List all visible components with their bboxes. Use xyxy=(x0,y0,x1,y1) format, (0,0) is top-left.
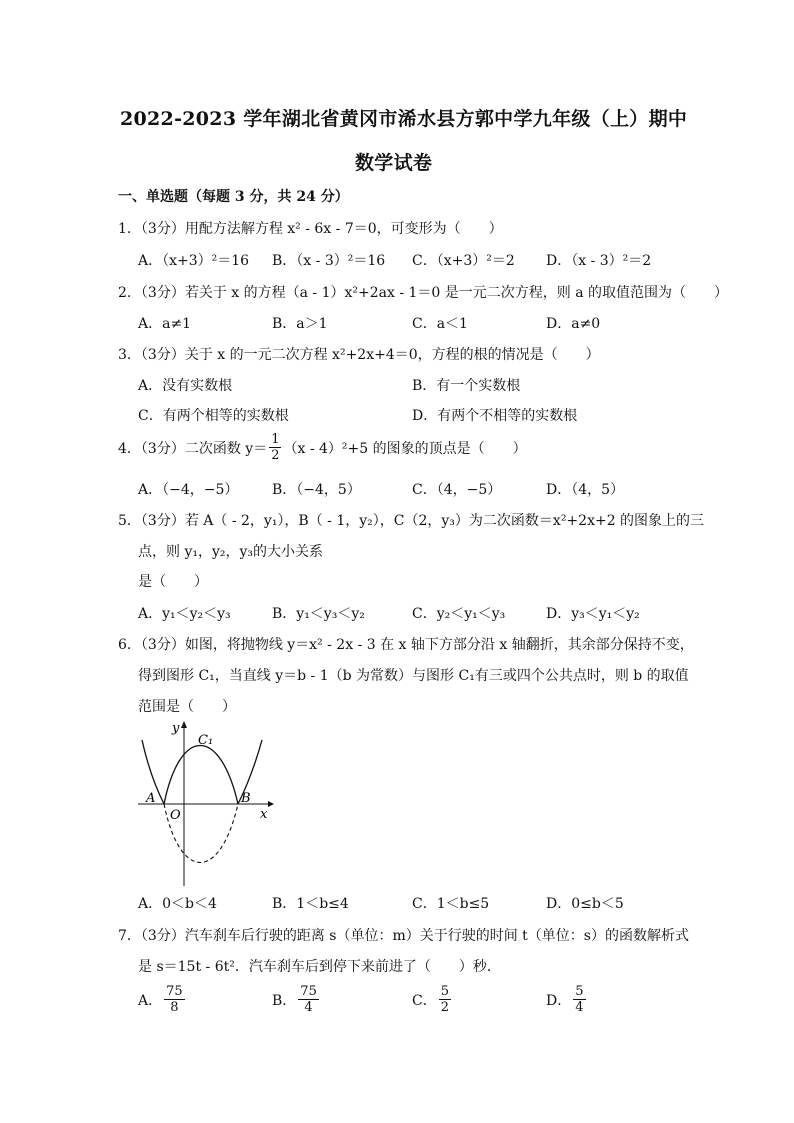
fraction-numerator: 1 xyxy=(271,432,280,447)
option-letter: A． xyxy=(138,992,163,1009)
question-4-option-b: B．（−4，5） xyxy=(272,482,361,498)
page-title-line2: 数学试卷 xyxy=(355,152,433,174)
question-4-option-a: A．（−4，−5） xyxy=(138,482,239,498)
question-5-option-c: C．y₂＜y₁＜y₃ xyxy=(412,606,506,622)
option-fraction xyxy=(573,984,585,1015)
fraction-denominator: 2 xyxy=(440,1000,449,1015)
question-7-option-a xyxy=(138,984,187,1015)
c1-label: C₁ xyxy=(198,733,214,748)
question-7-stem-line2: 是 s＝15t - 6t²．汽车刹车后到停下来前进了（ ）秒． xyxy=(138,959,501,975)
fraction-denominator: 8 xyxy=(170,1000,179,1015)
question-6-option-a: A．0＜b＜4 xyxy=(138,896,217,912)
question-7-option-c xyxy=(412,984,453,1015)
question-1-stem: 1．（3分）用配方法解方程 x² - 6x - 7＝0，可变形为（ ） xyxy=(118,221,503,237)
question-7-option-b xyxy=(272,984,321,1015)
question-4-stem-suffix: （x - 4）²+5 的图象的顶点是（ ） xyxy=(283,440,527,457)
question-7-option-d xyxy=(546,984,588,1015)
option-fraction xyxy=(298,984,319,1015)
question-2-option-c: C．a＜1 xyxy=(412,316,468,332)
point-a-label: A xyxy=(146,791,156,806)
fraction-denominator: 2 xyxy=(271,448,280,463)
origin-label: O xyxy=(170,808,181,823)
question-4-stem xyxy=(118,432,527,463)
option-fraction xyxy=(439,984,451,1015)
page-title-line1: 2022-2023 学年湖北省黄冈市浠水县方郭中学九年级（上）期中 xyxy=(120,108,688,130)
question-3-stem: 3．（3分）关于 x 的一元二次方程 x²+2x+4＝0，方程的根的情况是（ ） xyxy=(118,347,600,363)
question-4-option-d: D．（4，5） xyxy=(546,482,625,498)
question-2-option-a: A．a≠1 xyxy=(138,316,192,332)
question-1-option-c: C．（x+3）²＝2 xyxy=(412,253,515,269)
question-2-option-d: D．a≠0 xyxy=(546,316,601,332)
question-3-option-b: B．有一个实数根 xyxy=(412,378,521,394)
question-5-stem-line3: 是（ ） xyxy=(138,574,208,590)
question-4-stem-prefix: 4．（3分）二次函数 y＝ xyxy=(118,440,268,457)
y-axis-arrow xyxy=(181,721,187,728)
question-1-option-a: A．（x+3）²＝16 xyxy=(138,253,250,269)
fraction-numerator: 5 xyxy=(575,984,584,999)
question-1-option-d: D．（x - 3）²＝2 xyxy=(546,253,652,269)
question-6-stem-line2: 得到图形 C₁，当直线 y＝b - 1（b 为常数）与图形 C₁有三或四个公共点时，则 b 的取值 xyxy=(138,668,689,684)
question-5-stem-line1: 5．（3分）若 A（ - 2，y₁），B（ - 1，y₂），C（2，y₃）为二次函数＝x²+2x+2 的图象上的三 xyxy=(118,513,705,529)
option-letter: D． xyxy=(546,992,572,1009)
question-1-option-b: B．（x - 3）²＝16 xyxy=(272,253,386,269)
question-6-option-d: D．0≤b＜5 xyxy=(546,896,624,912)
question-7-stem-line1: 7．（3分）汽车刹车后行驶的距离 s（单位：m）关于行驶的时间 t（单位：s）的函数解析式 xyxy=(118,928,689,944)
section-heading: 一、单选题（每题 3 分，共 24 分） xyxy=(118,189,349,205)
question-2-option-b: B．a＞1 xyxy=(272,316,328,332)
y-axis-label: y xyxy=(172,721,180,736)
question-5-option-b: B．y₁＜y₃＜y₂ xyxy=(272,606,365,622)
question-3-option-a: A．没有实数根 xyxy=(138,378,233,394)
option-letter: B． xyxy=(272,992,297,1009)
x-axis-label: x xyxy=(260,807,268,822)
question-5-option-d: D．y₃＜y₁＜y₂ xyxy=(546,606,640,622)
question-6-stem-line3: 范围是（ ） xyxy=(138,699,236,715)
fraction-denominator: 4 xyxy=(304,1000,313,1015)
question-6-figure xyxy=(130,716,280,888)
question-6-option-c: C．1＜b≤5 xyxy=(412,896,490,912)
question-4-option-c: C．（4，−5） xyxy=(412,482,502,498)
x-axis-arrow xyxy=(268,801,274,807)
fraction-numerator: 5 xyxy=(440,984,449,999)
question-6-stem-line1: 6．（3分）如图，将抛物线 y＝x² - 2x - 3 在 x 轴下方部分沿 x 轴翻折，其余部分保持不变， xyxy=(118,637,694,653)
fraction-denominator: 4 xyxy=(575,1000,584,1015)
curve-flipped-arch xyxy=(164,746,238,805)
point-b-label: B xyxy=(241,791,251,806)
question-3-option-d: D．有两个不相等的实数根 xyxy=(412,408,578,424)
question-5-option-a: A．y₁＜y₂＜y₃ xyxy=(138,606,231,622)
option-fraction xyxy=(164,984,185,1015)
option-letter: C． xyxy=(412,992,437,1009)
question-5-stem-line2: 点，则 y₁，y₂，y₃的大小关系 xyxy=(138,544,324,560)
fraction-numerator: 75 xyxy=(300,984,317,999)
fraction-numerator: 75 xyxy=(166,984,183,999)
question-4-fraction xyxy=(269,432,281,463)
question-6-option-b: B．1＜b≤4 xyxy=(272,896,349,912)
question-2-stem: 2．（3分）若关于 x 的方程（a - 1）x²+2ax - 1＝0 是一元二次方程，则 a 的取值范围为（ ） xyxy=(118,285,729,301)
question-3-option-c: C．有两个相等的实数根 xyxy=(138,408,289,424)
